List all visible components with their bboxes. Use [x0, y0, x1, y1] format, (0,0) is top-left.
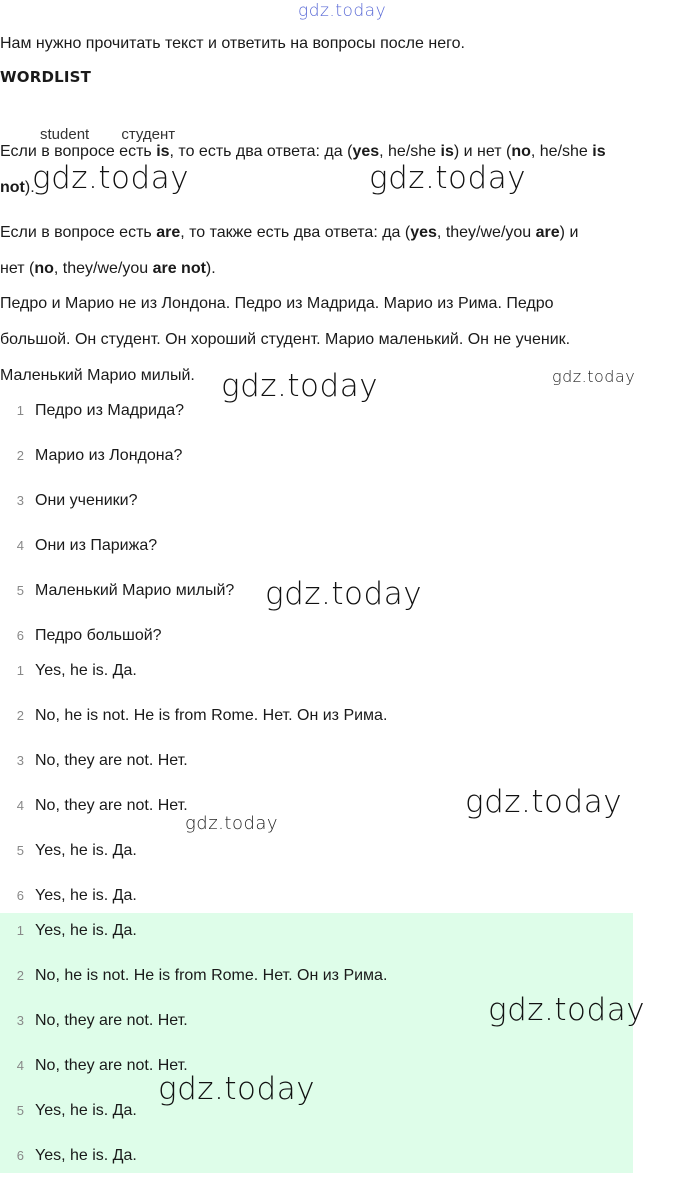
watermark: gdz.today — [552, 367, 636, 386]
question-item: 1 Педро из Мадрида? — [16, 401, 185, 419]
answer-item: 3 No, they are not. Нет. — [16, 751, 188, 769]
questions-list — [0, 388, 234, 658]
watermark: gdz.today — [32, 160, 190, 196]
intro-text: Нам нужно прочитать текст и ответить на вопросы после него. — [0, 35, 465, 52]
watermark: gdz.today — [488, 992, 646, 1028]
question-item: 2 Марио из Лондона? — [16, 446, 183, 464]
answer-item: 1 Yes, he is. Да. — [16, 661, 137, 679]
rule-are-line2: нет (no, they/we/you are not). — [0, 260, 216, 277]
rule-is-line1: Если в вопросе есть is, то есть два ответа: да (yes, he/she is) и нет (no, he/she is — [0, 143, 606, 160]
watermark-top: gdz.today — [298, 1, 387, 21]
translation-line2: большой. Он студент. Он хороший студент. Марио маленький. Он не ученик. — [0, 331, 571, 348]
question-item: 4 Они из Парижа? — [16, 536, 158, 554]
watermark: gdz.today — [369, 160, 527, 196]
answer-item: 1 Yes, he is. Да. — [16, 921, 137, 939]
answer-item: 4 No, they are not. Нет. — [16, 796, 188, 814]
rule-are-line1: Если в вопросе есть are, то также есть два ответа: да (yes, they/we/you are) и — [0, 224, 579, 241]
watermark: gdz.today — [158, 1071, 316, 1107]
translation-line3: Маленький Марио милый. — [0, 367, 195, 384]
rule-is-line2: not). — [0, 179, 35, 196]
question-item: 5 Маленький Марио милый? — [16, 581, 235, 599]
wordlist-heading: WORDLIST — [0, 68, 92, 86]
watermark: gdz.today — [221, 368, 379, 404]
answer-item: 6 Yes, he is. Да. — [16, 1146, 137, 1164]
watermark: gdz.today — [185, 813, 279, 834]
translation-line1: Педро и Марио не из Лондона. Педро из Мадрида. Марио из Рима. Педро — [0, 295, 554, 312]
watermark: gdz.today — [465, 784, 623, 820]
answer-item: 6 Yes, he is. Да. — [16, 886, 137, 904]
question-item: 6 Педро большой? — [16, 626, 162, 644]
answer-item: 5 Yes, he is. Да. — [16, 1101, 137, 1119]
wordlist-translation: студент — [121, 126, 176, 143]
question-item: 3 Они ученики? — [16, 491, 138, 509]
wordlist-clipped-row — [40, 120, 203, 143]
highlighted-answers-list — [0, 908, 387, 1178]
answer-item: 4 No, they are not. Нет. — [16, 1056, 188, 1074]
watermark: gdz.today — [265, 576, 423, 612]
answer-item: 2 No, he is not. He is from Rome. Нет. Он из Рима. — [16, 706, 388, 724]
wordlist-term: student — [40, 126, 90, 143]
answer-item: 2 No, he is not. He is from Rome. Нет. Он из Рима. — [16, 966, 388, 984]
answers-list — [0, 648, 387, 918]
answer-item: 5 Yes, he is. Да. — [16, 841, 137, 859]
answer-item: 3 No, they are not. Нет. — [16, 1011, 188, 1029]
